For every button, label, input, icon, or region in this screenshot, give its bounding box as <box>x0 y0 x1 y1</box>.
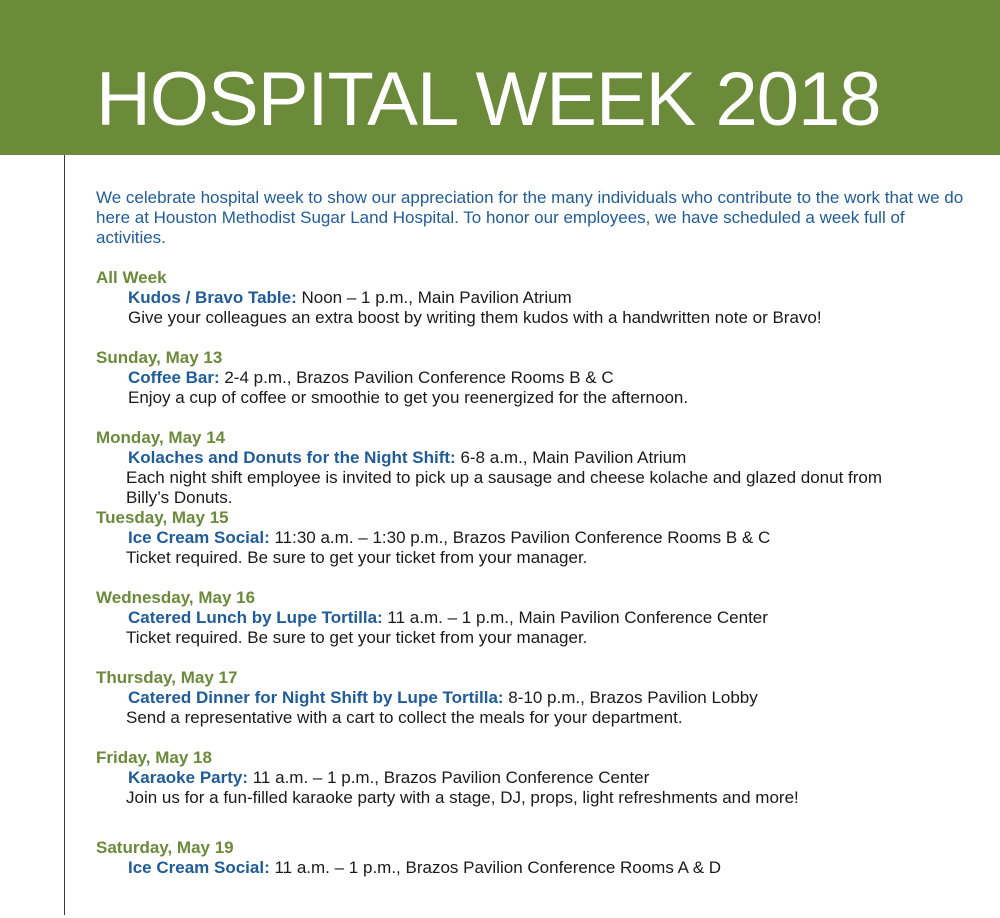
left-margin-rule <box>64 155 65 915</box>
event-name: Catered Dinner for Night Shift by Lupe Tortilla: <box>128 688 504 707</box>
schedule-list <box>96 268 996 918</box>
day-heading: Sunday, May 13 <box>96 348 223 367</box>
event-description: Give your colleagues an extra boost by writing them kudos with a handwritten note or Bravo! <box>128 308 822 327</box>
day-block-monday <box>96 428 996 508</box>
event-line <box>96 688 996 708</box>
event-details: 8-10 p.m., Brazos Pavilion Lobby <box>503 688 758 707</box>
event-name: Kudos / Bravo Table: <box>128 288 297 307</box>
day-heading: All Week <box>96 268 167 287</box>
event-details: 11:30 a.m. – 1:30 p.m., Brazos Pavilion Conference Rooms B & C <box>269 528 771 547</box>
day-block-wednesday <box>96 588 996 668</box>
event-description: Ticket required. Be sure to get your ticket from your manager. <box>126 548 588 567</box>
day-heading: Saturday, May 19 <box>96 838 234 857</box>
day-heading: Thursday, May 17 <box>96 668 238 687</box>
event-details: 11 a.m. – 1 p.m., Brazos Pavilion Conference Rooms A & D <box>269 858 722 877</box>
event-line <box>96 768 996 788</box>
event-description: Join us for a fun-filled karaoke party with a stage, DJ, props, light refreshments and more! <box>126 788 799 807</box>
event-line <box>96 858 996 878</box>
day-block-sunday <box>96 348 996 428</box>
day-heading: Wednesday, May 16 <box>96 588 256 607</box>
event-name: Coffee Bar: <box>128 368 220 387</box>
event-details: 6-8 a.m., Main Pavilion Atrium <box>455 448 687 467</box>
event-details: 11 a.m. – 1 p.m., Main Pavilion Conference Center <box>382 608 768 627</box>
event-line <box>96 368 996 388</box>
event-description: Send a representative with a cart to collect the meals for your department. <box>126 708 683 727</box>
header-banner <box>0 0 1000 155</box>
day-heading: Tuesday, May 15 <box>96 508 229 527</box>
day-heading: Friday, May 18 <box>96 748 212 767</box>
day-block-saturday <box>96 838 996 918</box>
event-name: Ice Cream Social: <box>128 528 270 547</box>
day-block-thursday <box>96 668 996 748</box>
event-details: 2-4 p.m., Brazos Pavilion Conference Rooms B & C <box>219 368 614 387</box>
event-description: Each night shift employee is invited to pick up a sausage and cheese kolache and glazed donut from Billy’s Donuts. <box>126 468 883 507</box>
event-line <box>96 448 996 468</box>
page-title: HOSPITAL WEEK 2018 <box>96 57 881 142</box>
event-name: Kolaches and Donuts for the Night Shift: <box>128 448 456 467</box>
event-line <box>96 528 996 548</box>
event-name: Catered Lunch by Lupe Tortilla: <box>128 608 383 627</box>
day-block-tuesday <box>96 508 996 588</box>
day-block-all-week <box>96 268 996 348</box>
event-line <box>96 288 996 308</box>
day-heading: Monday, May 14 <box>96 428 226 447</box>
day-block-friday <box>96 748 996 828</box>
event-details: Noon – 1 p.m., Main Pavilion Atrium <box>296 288 572 307</box>
event-details: 11 a.m. – 1 p.m., Brazos Pavilion Conference Center <box>248 768 650 787</box>
event-name: Karaoke Party: <box>128 768 249 787</box>
event-name: Ice Cream Social: <box>128 858 270 877</box>
intro-paragraph: We celebrate hospital week to show our appreciation for the many individuals who contribute to the work that we do here at Houston Methodist Sugar Land Hospital. To honor our employees, we have scheduled a week full of activities. <box>96 188 964 247</box>
event-line <box>96 608 996 628</box>
event-description: Ticket required. Be sure to get your ticket from your manager. <box>126 628 588 647</box>
event-description: Enjoy a cup of coffee or smoothie to get you reenergized for the afternoon. <box>128 388 689 407</box>
